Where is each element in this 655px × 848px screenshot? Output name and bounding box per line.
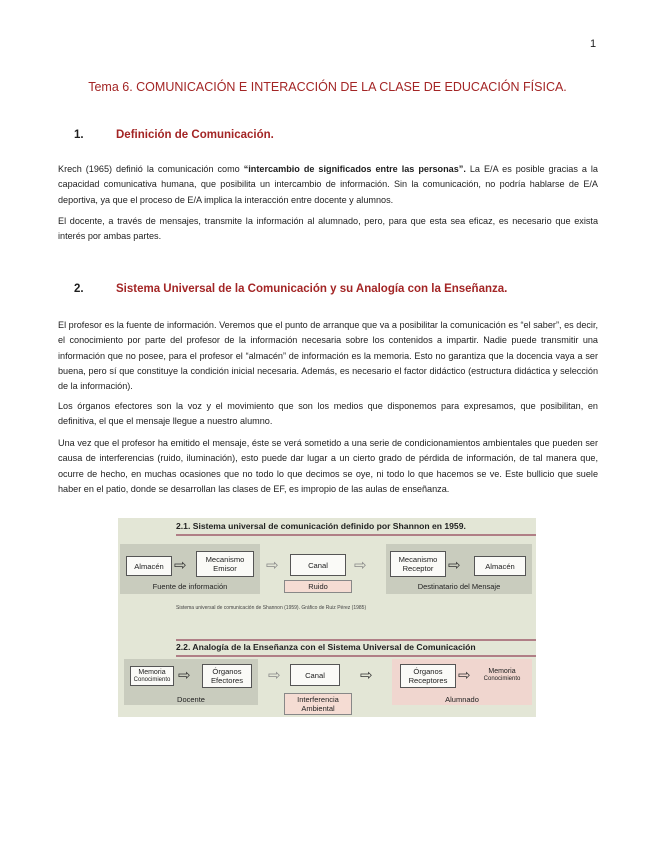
section-title: Sistema Universal de la Comunicación y su Analogía con la Enseñanza. <box>116 283 508 295</box>
divider <box>176 534 536 536</box>
mecanismo-emisor-box: Mecanismo Emisor <box>196 551 254 577</box>
almacen-box: Almacén <box>126 556 172 576</box>
paragraph: Una vez que el profesor ha emitido el mensaje, éste se verá sometido a una serie de condicionamientos ambientales que pueden ser causa de interferencias (ruido, iluminación), esto puede dar lugar a un cierto grado de pérdida de información, de tal manera que, ocurre de hecho, en muchas ocasiones que no todo lo que decimos se oye, ni todo lo que hacemos se ve. Este bullicio que suele haber en el patio, donde se desarrollan las clases de EF, es impropio de las aulas de enseñanza. <box>58 438 598 494</box>
page-number: 1 <box>590 38 597 50</box>
paragraph: El profesor es la fuente de información. Veremos que el punto de arranque que va a posibilitar la comunicación es “el saber”, es decir, el conocimiento por parte del profesor de la información necesaria sobre los contenidos a impartir. Nadie puede transmitir una información que no posee, para el profesor el “almacén” de información es la memoria. Esto no garantiza que la docencia vaya a ser buena, pero sí que constituye la condición inicial necesaria. Además, es necesario el factor didáctico (estructura didáctica y selección de la información). <box>58 320 598 392</box>
source-label: Fuente de información <box>152 582 228 591</box>
arrow-icon: ⇨ <box>458 667 471 684</box>
diagram-title: 2.1. Sistema universal de comunicación definido por Shannon en 1959. <box>176 521 466 531</box>
mecanismo-receptor-box: Mecanismo Receptor <box>390 551 446 577</box>
destination-label: Destinatario del Mensaje <box>417 582 501 591</box>
arrow-icon: ⇨ <box>268 667 281 684</box>
alumnado-label: Alumnado <box>445 695 479 704</box>
memoria-box: Memoria Conocimiento <box>130 666 174 686</box>
canal-box: Canal <box>290 554 346 576</box>
figure-caption: Sistema universal de comunicación de Shannon (1959). Gráfico de Ruiz Pérez (1985) <box>176 605 367 611</box>
arrow-icon: ⇨ <box>448 557 461 574</box>
docente-label: Docente <box>177 695 205 704</box>
arrow-icon: ⇨ <box>266 557 279 574</box>
divider <box>176 639 536 641</box>
almacen-receptor-box: Almacén <box>474 556 526 576</box>
arrow-icon: ⇨ <box>354 557 367 574</box>
arrow-icon: ⇨ <box>174 557 187 574</box>
arrow-icon: ⇨ <box>178 667 191 684</box>
diagram-title: 2.2. Analogía de la Enseñanza con el Sistema Universal de Comunicación <box>176 642 476 652</box>
organos-efectores-box: Órganos Efectores <box>202 664 252 688</box>
communication-diagram <box>118 518 536 717</box>
interferencia-box: Interferencia Ambiental <box>284 693 352 715</box>
page-title: Tema 6. COMUNICACIÓN E INTERACCIÓN DE LA CLASE DE EDUCACIÓN FÍSICA. <box>88 80 567 94</box>
paragraph: El docente, a través de mensajes, transmite la información al alumnado, pero, para que esta sea eficaz, es necesario que exista interés por ambas partes. <box>58 216 598 242</box>
section-number: 2. <box>74 283 84 295</box>
paragraph: Krech (1965) definió la comunicación como “intercambio de significados entre las personas”. La E/A es posible gracias a la capacidad comunicativa humana, que posibilita un intercambio de información. Sin la comunicación, no podría hablarse de E/A deportiva, ya que el proceso de E/A implica la interacción entre docente y alumnos. <box>58 164 598 205</box>
definition-quote: “intercambio de significados entre las personas”. <box>243 164 466 174</box>
organos-receptores-box: Órganos Receptores <box>400 664 456 688</box>
section-number: 1. <box>74 129 84 141</box>
divider <box>176 655 536 657</box>
ruido-box: Ruido <box>284 580 352 593</box>
memoria-dest-label: Memoria Conocimiento <box>483 668 521 682</box>
canal-box: Canal <box>290 664 340 686</box>
paragraph: Los órganos efectores son la voz y el movimiento que son los medios que disponemos para expresamos, que posibilitan, en definitiva, el que el mensaje llegue a nuestro alumno. <box>58 401 598 427</box>
section-title: Definición de Comunicación. <box>116 129 274 141</box>
arrow-icon: ⇨ <box>360 667 373 684</box>
